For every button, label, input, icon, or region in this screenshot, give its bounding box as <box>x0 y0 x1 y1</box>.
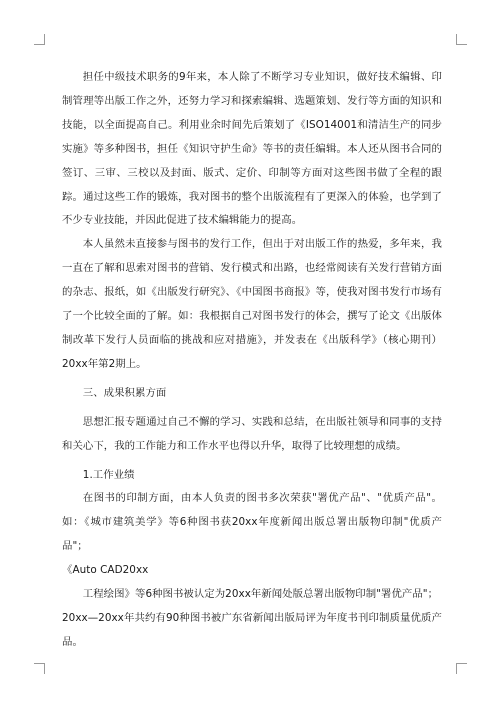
document-body <box>62 66 442 655</box>
paragraph-autocad-award: 工程绘图》等6种图书被认定为20xx年新闻处版总署出版物印制"署优产品"； <box>82 588 439 601</box>
crop-mark-bottom-left <box>34 663 45 674</box>
paragraph-autocad-title: 《Auto CAD20xx <box>62 564 149 577</box>
paragraph-technical-editing: 担任中级技术职务的9年来，本人除了不断学习专业知识，做好技术编辑、印制管理等出版工作之外，还努力学习和探索编辑、选题策划、发行等方面的知识和技能，以全面提高自己。利用业余时间先后策划了《ISO14001和清洁生产的同步实施》等多种图书，担任《知识守护生命》等书的责任编辑。本人还从图书合同的签订、三审、三校以及封面、版式、定价、印制等方面对这些图书做了全程的跟踪。通过这些工作的锻炼，我对图书的整个出版流程有了更深入的体验，也学到了不少专业技能，并因此促进了技术编辑能力的提高。 <box>62 71 442 227</box>
crop-mark-top-left <box>34 34 45 45</box>
paragraph-printing-awards: 在图书的印制方面，由本人负责的图书多次荣获"署优产品"、"优质产品"。如：《城市建筑美学》等6种图书获20xx年度新闻出版总署出版物印制"优质产品"； <box>62 492 442 553</box>
crop-mark-bottom-right <box>456 663 467 674</box>
paragraph-distribution: 本人虽然未直接参与图书的发行工作，但出于对出版工作的热爱，多年来，我一直在了解和思索对图书的营销、发行模式和出路，也经常阅读有关发行营销方面的杂志、报纸，如《出版发行研究》、《中国图书商报》等，使我对图书发行市场有了一个比较全面的了解。如：我根据自己对图书发行的体会，撰写了论文《出版体制改革下发行人员面临的挑战和应对措施》，并发表在《出版科学》（核心期刊）20xx年第2期上。 <box>62 238 442 370</box>
crop-mark-top-right <box>456 34 467 45</box>
section-heading-achievements: 三、成果积累方面 <box>82 386 167 399</box>
paragraph-summary: 思想汇报专题通过自己不懈的学习、实践和总结，在出版社领导和同事的支持和关心下，我的工作能力和工作水平也得以升华，取得了比较理想的成绩。 <box>62 415 442 452</box>
subheading-work-performance: 1.工作业绩 <box>82 468 135 481</box>
paragraph-guangdong-award: 20xx—20xx年共约有90种图书被广东省新闻出版局评为年度书刊印制质量优质产品。 <box>62 611 442 648</box>
